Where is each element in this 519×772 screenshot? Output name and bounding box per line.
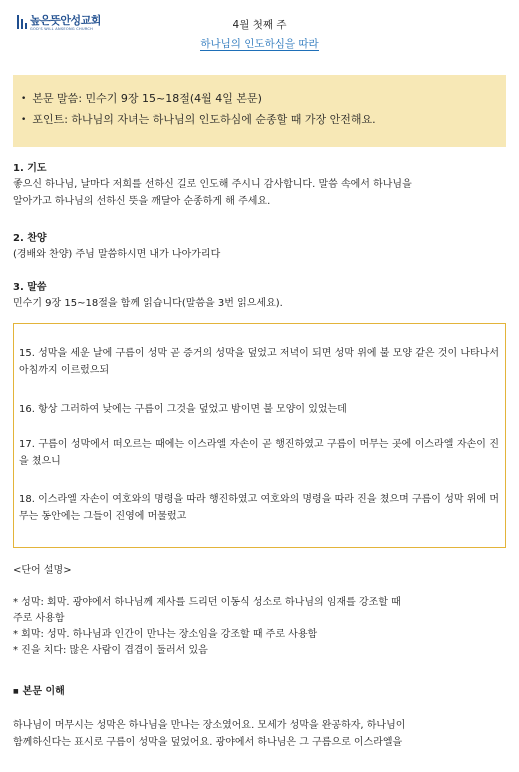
verse-15: 15. 성막을 세운 날에 구름이 성막 곧 증거의 성막을 덮었고 저녁이 되면 성막 위에 불 모양 같은 것이 나타나서 아침까지 이르렀으되 [19, 348, 499, 376]
logo-text: 높은뜻안성교회 [30, 14, 101, 27]
word-heading: 3. 말씀 [13, 282, 47, 293]
prayer-heading: 1. 기도 [13, 163, 47, 174]
summary-item-point: • 포인트: 하나님의 자녀는 하나님의 인도하심에 순종할 때 가장 안전해요. [21, 110, 376, 131]
word-explanation [13, 564, 508, 659]
page-title[interactable] [0, 36, 519, 51]
prayer-text-line2: 알아가고 하나님의 선하신 뜻을 깨달아 순종하게 해 주세요. [13, 196, 271, 207]
week-label: 4월 첫째 주 [232, 19, 287, 31]
word-section [13, 281, 508, 312]
understanding-heading: ■ 본문 이해 [13, 685, 508, 700]
word-text: 민수기 9장 15~18절을 함께 읽습니다(말씀을 3번 읽으세요). [13, 298, 283, 309]
page-title-link[interactable]: 하나님의 인도하심을 따라 [200, 38, 319, 50]
verse-18: 18. 이스라엘 자손이 여호와의 명령을 따라 행진하였고 여호와의 명령을 따라 진을 쳤으며 구름이 성막 위에 머무는 동안에는 그들이 진영에 머물렀고 [19, 494, 499, 522]
logo-subtext: GOD'S WILL ANSEONG CHURCH [30, 27, 94, 31]
understanding-section [13, 685, 508, 751]
summary-item-scripture: • 본문 말씀: 민수기 9장 15~18절(4월 4일 본문) [21, 89, 376, 110]
praise-section [13, 232, 508, 263]
understanding-text [13, 717, 508, 751]
word-item-tent-of-meeting: * 회막: 성막. 하나님과 인간이 만나는 장소임을 강조할 때 주로 사용함 [13, 629, 318, 640]
word-item-tabernacle-line2: 주로 사용함 [13, 613, 65, 624]
verse-17: 17. 구름이 성막에서 떠오르는 때에는 이스라엘 자손이 곧 행진하였고 구름이 머무는 곳에 이스라엘 자손이 진을 쳤으니 [19, 439, 499, 467]
summary-box [13, 75, 506, 147]
prayer-section [13, 162, 508, 210]
word-item-encamp: * 진을 치다: 많은 사람이 겹겹이 둘러서 있음 [13, 645, 208, 656]
understanding-line1: 하나님이 머무시는 성막은 하나님을 만나는 장소였어요. 모세가 성막을 완공하자, 하나님이 [13, 720, 406, 731]
word-item-tabernacle-line1: * 성막: 회막. 광야에서 하나님께 제사를 드리던 이동식 성소로 하나님의 임재를 강조할 때 [13, 597, 401, 608]
verse-16: 16. 항상 그러하여 낮에는 구름이 그것을 덮었고 밤이면 불 모양이 있었는데 [19, 404, 347, 415]
praise-heading: 2. 찬양 [13, 233, 47, 244]
prayer-text-line1: 좋으신 하나님, 날마다 저희를 선하신 길로 인도해 주시니 감사합니다. 말씀 속에서 하나님을 [13, 179, 412, 190]
understanding-line2: 함께하신다는 표시로 구름이 성막을 덮었어요. 광야에서 하나님은 그 구름으로 이스라엘을 [13, 737, 403, 748]
word-explanation-heading: <단어 설명> [13, 565, 72, 576]
praise-text: (경배와 찬양) 주님 말씀하시면 내가 나아가리다 [13, 249, 221, 260]
page-header [0, 0, 519, 64]
verses-box [13, 323, 506, 548]
